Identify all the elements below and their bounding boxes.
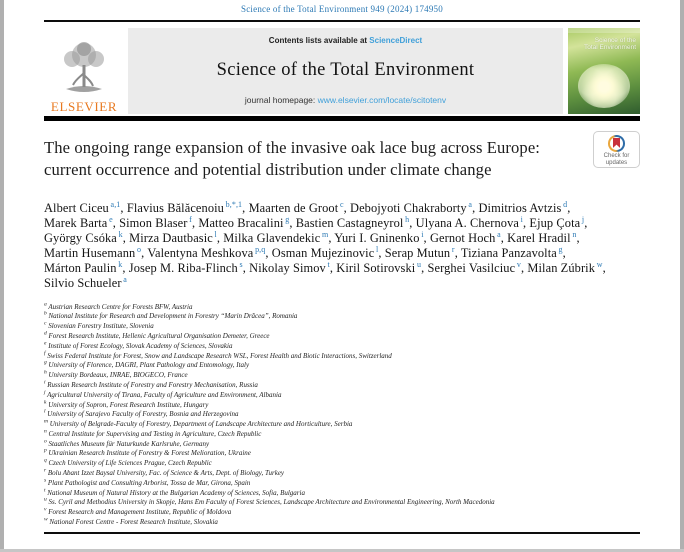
affiliation-text: Bolu Abant Izzet Baysal University, Fac. of Science & Arts, Dept. of Biology, Turkey [46, 469, 285, 478]
affiliation-letter: c [44, 320, 47, 327]
author-name: Matteo Bracalini [198, 215, 284, 230]
affiliation-text: Ss. Cyril and Methodius University in Skopje, Hans Em Faculty of Forest Sciences, Landscape Architecture and Environmental Engineering, North Macedonia [46, 498, 495, 507]
author-name: Serap Mutun [384, 246, 451, 261]
pdf-page [44, 0, 640, 534]
author: Marek Barta $^e$, [44, 214, 120, 230]
affiliation-letter: e [44, 340, 47, 347]
masthead-band [128, 28, 563, 114]
author-affiliation-link[interactable]: r [450, 245, 455, 255]
author-affiliation-link[interactable]: l [374, 245, 379, 255]
crossmark-inner [610, 137, 623, 150]
author-name: Gernot Hoch [429, 231, 496, 246]
affiliation-item [44, 312, 640, 322]
affiliation-letter: a [44, 301, 47, 308]
contents-prefix: Contents lists available at [268, 36, 370, 45]
affiliation-text: Austrian Research Centre for Forests BFW, Austria [46, 302, 193, 311]
affiliation-item [44, 342, 640, 352]
crossmark-bookmark-icon [613, 138, 620, 148]
affiliation-letter: t [44, 487, 46, 494]
affiliation-letter: w [44, 516, 48, 523]
affiliation-item [44, 518, 640, 528]
affiliation-text: Plant Pathologist and Consulting Arborist, Tossa de Mar, Girona, Spain [46, 478, 251, 487]
affiliation-item [44, 420, 640, 430]
affiliation-item [44, 479, 640, 489]
author: Milan Zúbrik $^w$, [527, 260, 606, 276]
author: Simon Blaser $^f$, [119, 214, 199, 230]
author: Ejup Çota $^j$, [529, 214, 588, 230]
section-divider-rule [44, 532, 640, 534]
affiliation-text: University of Florence, DAGRI, Plant Pathology and Entomology, Italy [46, 361, 250, 370]
author [44, 276, 127, 290]
author-affiliation-link[interactable]: l [212, 229, 217, 239]
affiliation-item [44, 410, 640, 420]
affiliation-item [44, 459, 640, 469]
masthead-bottom-bar [44, 116, 640, 121]
author-affiliation-link[interactable]: a [495, 229, 501, 239]
author-affiliation-link[interactable]: s [237, 260, 243, 270]
author: Kiril Sotirovski $^u$, [336, 260, 428, 276]
affiliation-text: Forest Research and Management Institute, Republic of Moldova [46, 508, 232, 517]
affiliation-text: Agricultural University of Tirana, Faculty of Agriculture and Environment, Albania [45, 390, 282, 399]
author-name: Kiril Sotirovski [336, 261, 416, 276]
affiliation-text: Staatliches Museum für Naturkunde Karlsruhe, Germany [46, 439, 210, 448]
author-affiliation-link[interactable]: g [556, 245, 563, 255]
author-affiliation-link[interactable]: j [580, 214, 585, 224]
author-name: Osman Mujezinovic [271, 246, 375, 261]
affiliation-text: University of Belgrade-Faculty of Forestry, Department of Landscape Architecture and Horticulture, Serbia [47, 420, 353, 429]
affiliation-item [44, 489, 640, 499]
top-rule [44, 20, 640, 22]
author-affiliation-link[interactable]: c [338, 199, 344, 209]
affiliation-item [44, 352, 640, 362]
author: Albert Ciceu $^{a,1}$, [44, 199, 127, 215]
affiliation-letter: d [44, 330, 47, 337]
affiliation-item [44, 322, 640, 332]
cover-title: Science of the Total Environment [583, 37, 636, 52]
affiliation-letter: m [44, 418, 48, 425]
author-name: Márton Paulin [44, 261, 117, 276]
author-affiliation-link[interactable]: i [518, 214, 523, 224]
elsevier-logo [44, 28, 124, 114]
affiliation-text: Forest Research Institute, Hellenic Agricultural Organisation Demeter, Greece [46, 331, 270, 340]
affiliation-text: Ukrainian Research Institute of Forestry & Forest Melioration, Ukraine [46, 449, 251, 458]
affiliation-letter: u [44, 497, 47, 504]
author-name: Milan Zúbrik [527, 261, 596, 276]
author-name: Josep M. Riba-Flinch [128, 261, 238, 276]
affiliation-text: National Institute for Research and Development in Forestry “Marin Drăcea”, Romania [46, 312, 298, 321]
author-affiliation-link[interactable]: k [116, 260, 123, 270]
author: Yuri I. Gninenko $^i$, [334, 229, 430, 246]
author: Maarten de Groot $^c$, [248, 199, 351, 215]
author: Flavius Bălăcenoiu $^{b,*,1}$, [126, 199, 249, 215]
check-for-updates-badge[interactable] [593, 131, 640, 168]
affiliation-text: Russian Research Institute of Forestry and Forestry Mechanisation, Russia [45, 380, 258, 389]
affiliation-text: Central Institute for Supervising and Testing in Agriculture, Czech Republic [46, 429, 262, 438]
affiliation-item [44, 361, 640, 371]
window-edge-left [0, 0, 4, 552]
cover-top-band [568, 28, 640, 33]
author: Dimitrios Avtzis $^d$, [478, 199, 571, 215]
author: Mirza Dautbasic $^l$, [129, 229, 224, 246]
author-affiliation-link[interactable]: v [515, 260, 521, 270]
author-affiliation-link[interactable]: n [570, 229, 577, 239]
affiliation-letter: l [44, 408, 46, 415]
affiliation-letter: f [44, 350, 46, 357]
affiliation-text: University of Sarajevo Faculty of Forestry, Bosnia and Herzegovina [45, 410, 239, 419]
crossmark-icon [608, 135, 625, 152]
author: Gernot Hoch $^a$, [429, 229, 508, 246]
author: Márton Paulin $^k$, [44, 260, 129, 276]
window-edge-right [680, 0, 684, 552]
affiliation-text: National Forest Centre - Forest Research Institute, Slovakia [47, 518, 218, 527]
author: Serghei Vasilciuc $^v$, [427, 260, 528, 276]
author-name: György Csóka [44, 231, 117, 246]
elsevier-tree-icon [56, 39, 112, 99]
affiliation-item [44, 332, 640, 342]
affiliation-letter: h [44, 369, 47, 376]
affiliation-letter: q [44, 457, 47, 464]
author: Karel Hradil $^n$, [507, 229, 580, 246]
affiliation-item [44, 508, 640, 518]
journal-homepage-link[interactable]: www.elsevier.com/locate/scitotenv [317, 95, 447, 105]
author-affiliation-link[interactable]: m [320, 229, 329, 239]
affiliation-item [44, 371, 640, 381]
affiliation-text: Swiss Federal Institute for Forest, Snow and Landscape Research WSL, Forest Health and Biotic Interactions, Switzerland [45, 351, 392, 360]
affiliation-text: Institute of Forest Ecology, Slovak Academy of Sciences, Slovakia [46, 341, 233, 350]
author-affiliation-link[interactable]: e [107, 214, 113, 224]
author-affiliation-link[interactable]: t [325, 260, 330, 270]
affiliation-letter: i [44, 379, 46, 386]
author-name: Yuri I. Gninenko [334, 231, 420, 246]
author-name: Albert Ciceu [44, 200, 109, 215]
author: Matteo Bracalini $^g$, [198, 214, 296, 230]
affiliation-item [44, 440, 640, 450]
affiliation-letter: b [44, 311, 47, 317]
author: Valentyna Meshkova $^{p,q}$, [147, 245, 272, 261]
author-name: Mirza Dautbasic [129, 231, 213, 246]
author: Osman Mujezinovic $^l$, [271, 245, 385, 261]
author: Nikolay Simov $^t$, [249, 260, 337, 276]
affiliation-item [44, 303, 640, 313]
author-affiliation-link[interactable]: w [595, 260, 603, 270]
author-name: Dimitrios Avtzis [478, 200, 562, 215]
author: György Csóka $^k$, [44, 229, 130, 246]
author-affiliation-link[interactable]: g [283, 214, 290, 224]
check-for-updates-label [604, 153, 630, 167]
affiliation-letter: p [44, 448, 47, 455]
contents-line [132, 36, 559, 45]
author-affiliation-link[interactable]: a,1 [108, 199, 121, 209]
affiliation-item [44, 498, 640, 508]
author-name: Tiziana Panzavolta [460, 246, 557, 261]
affiliation-text: University Bordeaux, INRAE, BIOGECO, France [46, 371, 188, 380]
affiliation-text: Slovenian Forestry Institute, Slovenia [46, 322, 154, 331]
homepage-line [132, 95, 559, 105]
author-affiliation-link[interactable]: f [187, 214, 192, 224]
affiliation-item [44, 391, 640, 401]
elsevier-wordmark: ELSEVIER [50, 99, 118, 114]
affiliation-letter: k [44, 399, 47, 406]
journal-title: Science of the Total Environment [216, 59, 475, 80]
author-affiliation-link[interactable]: b,*,1 [223, 199, 243, 209]
affiliation-text: National Museum of Natural History at the Bulgarian Academy of Sciences, Sofia, Bulgaria [45, 488, 305, 497]
affiliation-text: University of Sopron, Forest Research Institute, Hungary [46, 400, 209, 409]
affiliation-letter: n [44, 428, 47, 435]
author: Ulyana A. Chernova $^i$, [415, 214, 530, 230]
author: Martin Husemann $^o$, [44, 245, 148, 261]
author-name: Martin Husemann [44, 246, 136, 261]
author: Bastien Castagneyrol $^h$, [295, 214, 416, 230]
author-affiliation-link[interactable]: h [403, 214, 410, 224]
author-affiliation-link[interactable]: p,q [253, 245, 266, 255]
affiliation-letter: g [44, 359, 47, 366]
author: Serap Mutun $^r$, [384, 245, 461, 261]
affiliation-item [44, 469, 640, 479]
affiliation-letter: v [44, 506, 47, 513]
badge-line1: Check for [603, 152, 630, 159]
author-affiliation-link[interactable]: o [135, 245, 142, 255]
author-name: Maarten de Groot [248, 200, 339, 215]
affiliation-list [44, 303, 640, 528]
title-row [44, 137, 640, 181]
journal-cover-thumbnail [568, 28, 640, 114]
author: Tiziana Panzavolta $^g$, [460, 245, 566, 261]
affiliation-letter: o [44, 438, 47, 445]
author-affiliation-link[interactable]: d [561, 199, 568, 209]
author-affiliation-link[interactable]: a [121, 275, 127, 285]
author-name: Debojyoti Chakraborty [350, 200, 467, 215]
affiliation-letter: j [44, 389, 46, 396]
author-affiliation-link[interactable]: a [466, 199, 473, 209]
author: Josep M. Riba-Flinch $^s$, [128, 260, 250, 276]
author-name: Marek Barta [44, 215, 108, 230]
cover-artwork [578, 64, 630, 108]
author: Debojyoti Chakraborty $^a$, [350, 199, 479, 215]
journal-masthead [44, 28, 640, 114]
author-name: Simon Blaser [119, 215, 188, 230]
badge-line2: updates [605, 159, 628, 166]
affiliation-letter: s [44, 477, 47, 484]
sciencedirect-link[interactable]: ScienceDirect [369, 36, 423, 45]
author-name: Valentyna Meshkova [147, 246, 254, 261]
author-affiliation-link[interactable]: u [415, 260, 422, 270]
author: Milka Glavendekic $^m$, [223, 229, 335, 246]
affiliation-item [44, 381, 640, 391]
author-name: Serghei Vasilciuc [427, 261, 516, 276]
author-affiliation-link[interactable]: k [116, 229, 123, 239]
author-name: Karel Hradil [507, 231, 571, 246]
affiliation-text: Czech University of Life Sciences Prague, Czech Republic [46, 459, 212, 468]
author-list [44, 201, 606, 292]
author-name: Milka Glavendekic [223, 231, 321, 246]
affiliation-item [44, 401, 640, 411]
affiliation-item [44, 430, 640, 440]
author-name: Ulyana A. Chernova [415, 215, 519, 230]
article-title: The ongoing range expansion of the invasive oak lace bug across Europe: current occurrence and potential distribution under climate change [44, 138, 540, 179]
affiliation-letter: r [44, 467, 47, 474]
affiliation-item [44, 449, 640, 459]
running-head-citation: Science of the Total Environment 949 (2024) 174950 [241, 4, 443, 14]
homepage-prefix: journal homepage: [244, 95, 318, 105]
author-name: Ejup Çota [529, 215, 581, 230]
author-name: Silvio Schueler [44, 276, 122, 291]
author-name: Flavius Bălăcenoiu [126, 200, 224, 215]
author-name: Nikolay Simov [249, 261, 326, 276]
author-affiliation-link[interactable]: i [419, 229, 424, 239]
author-name: Bastien Castagneyrol [295, 215, 404, 230]
